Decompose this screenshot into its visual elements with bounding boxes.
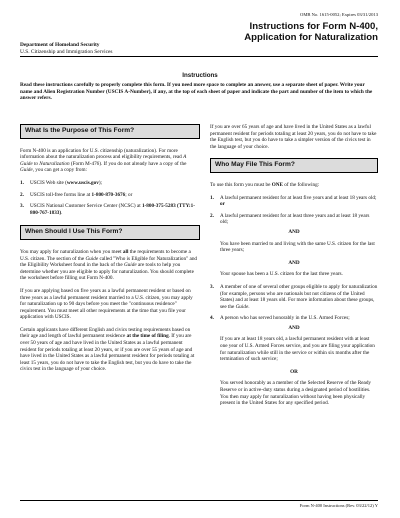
list-item-website: 1. USCIS Web site (www.uscis.gov); [20, 179, 102, 186]
department-name: Department of Homeland Security [20, 42, 100, 48]
instructions-heading: Instructions [182, 72, 218, 79]
when-paragraph-3: Certain applicants have different English and civics testing requirements based on their age and length of lawful permanent residence at the time of filing. If you are over 50 years of age and have lived in the United States as a lawful permanent resident for periods totaling at least 20 years, or if you are over 55 years of age and have lived in the United States as a lawful permanent resident for periods totaling at least 15 years, you do not have to take the English test, but you do have to take the civics test in the language of your choice. [20, 326, 195, 373]
list-item-forms-line: 2. USCIS toll-free forms line at 1-800-870-3676; or [20, 191, 133, 198]
eligibility-item-2-spouse: Your spouse has been a U.S. citizen for the last three years. [220, 271, 343, 278]
section-who-heading: Who May File This Form? [210, 158, 378, 173]
eligibility-item-2-married: You have been married to and living with the same U.S. citizen for the last three years; [220, 240, 375, 254]
form-footer: Form N-400 Instructions (Rev. 03/22/12) Y [299, 503, 378, 508]
agency-block [20, 42, 113, 55]
form-title-line1: Instructions for Form N-400, [249, 21, 378, 32]
eligibility-item-2: 2. A lawful permanent resident for at least three years and at least 18 years old; [210, 212, 370, 226]
omb-number: OMB No. 1615-0052; Expires 03/31/2013 [300, 12, 378, 17]
when-paragraph-1: You may apply for naturalization when you meet all the requirements to become a U.S. citizen. The section of the Guide called "Who is Eligible for Naturalization" and the Eligibility Worksheet found in the back of the Guide are tools to help you determine whether you are eligible to apply for naturalization. You should complete the worksheet before filling out Form N-400. [20, 248, 198, 282]
when-paragraph-2: If you are applying based on five years as a lawful permanent resident or based on three years as a lawful permanent resident married to a U.S. citizen, you may apply for naturalization up to 90 days before you meet the "continuous residence" requirement. You must meet all other requirements at the time that you file your application with USCIS. [20, 287, 193, 321]
uscis-website-link[interactable]: www.uscis.gov [66, 179, 99, 186]
and-separator: AND [288, 324, 300, 331]
instructions-text: Read these instructions carefully to properly complete this form. If you need more space to complete an answer, use a separate sheet of paper. Write your name and Alien Registration Number (USCIS A-Number), if any, at the top of each sheet of paper and indicate the part and number of the item to which the answer refers. [20, 82, 373, 101]
purpose-paragraph: Form N-400 is an application for U.S. citizenship (naturalization). For more information about the naturalization process and eligibility requirements, read A Guide to Naturalization (Form M-476). If you do not already have a copy of the Guide, you can get a copy from: [20, 147, 187, 174]
eligibility-item-1: 1. A lawful permanent resident for at least five years and at least 18 years old; or [210, 194, 377, 208]
form-title-line2: Application for Naturalization [244, 32, 378, 43]
header-divider [20, 56, 378, 57]
agency-name: U.S. Citizenship and Immigration Services [20, 48, 113, 55]
footer-divider [20, 500, 378, 501]
and-separator: AND [288, 259, 300, 266]
section-when-heading: When Should I Use This Form? [20, 225, 200, 240]
right-column [210, 124, 378, 413]
and-separator: AND [288, 228, 300, 235]
form-title [178, 21, 378, 43]
over-65-paragraph: If you are over 65 years of age and have lived in the United States as a lawful permanent resident for periods totaling at least 20 years, you do not have to take the English test, but you do have to take a simpler version of the civics test in the language of your choice. [210, 124, 377, 150]
or-separator: OR [290, 368, 298, 375]
eligibility-item-3: 3. A member of one of several other groups eligible to apply for naturalization (for example, persons who are nationals but not citizens of the United States) and at least 18 years old. For more information about these groups, see the Guide. [210, 283, 378, 310]
eligibility-item-4-reserve: You served honorably as a member of the Selected Reserve of the Ready Reserve or in active-duty status during a designated period of hostilities. You then may apply for naturalization without having been physically present in the United States for any specified period. [220, 380, 372, 407]
who-intro: To use this form you must be ONE of the following: [210, 181, 320, 188]
eligibility-item-4-service: If you are at least 18 years old, a lawful permanent resident with at least one year of U.S. Armed Forces service, and you are filing your application for naturalization while still in the service or within six months after the termination of such service; [220, 336, 375, 363]
left-column [20, 124, 200, 379]
eligibility-item-4: 4. A person who has served honorably in the U.S. Armed Forces; [210, 315, 350, 322]
list-item-ncsc: 3. USCIS National Customer Service Center (NCSC) at 1-800-375-5283 (TTY:1-800-767-1833). [20, 203, 195, 216]
section-purpose-heading: What Is the Purpose of This Form? [20, 124, 200, 139]
